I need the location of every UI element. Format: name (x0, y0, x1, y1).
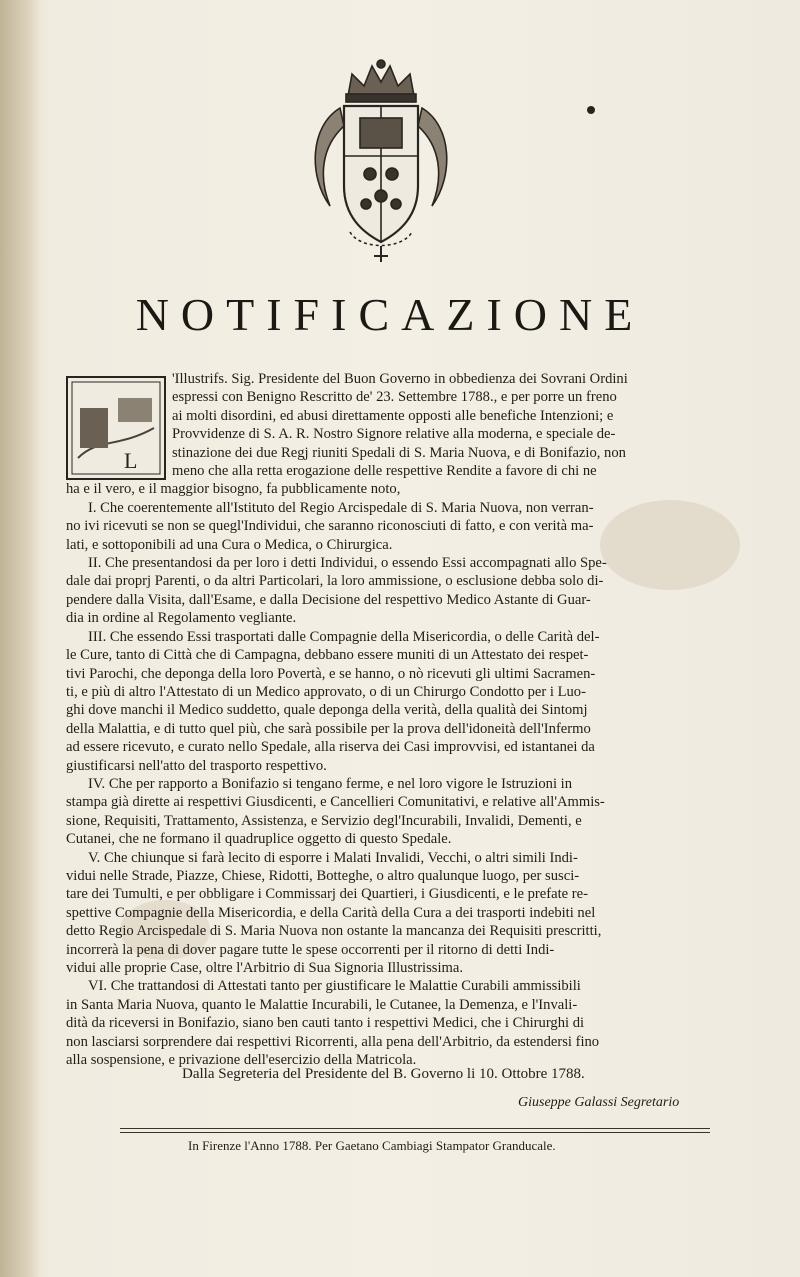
body-line: III. Che essendo Essi trasportati dalle Compagnie della Misericordia, o delle Carità del- (88, 628, 600, 645)
intro-line: ai molti disordini, ed abusi direttamente opposti alle benefiche Intenzioni; e (172, 407, 614, 424)
ink-spot (587, 106, 595, 114)
body-line: VI. Che trattandosi di Attestati tanto per giustificare le Malattie Curabili ammissibili (88, 978, 581, 995)
intro-line: 'Illustrifs. Sig. Presidente del Buon Governo in obbedienza dei Sovrani Ordini (172, 371, 628, 387)
body-line: dale dai proprj Parenti, o da altri Particolari, la loro ammissione, o esclusione debba solo di- (66, 573, 604, 590)
body-line: tare dei Tumulti, e per obbligare i Commissarj dei Quartieri, i Giusdicenti, e le prefate re- (66, 886, 588, 903)
body-line: ad essere ricevuto, e curato nello Spedale, alla riserva dei Casi improvvisi, ed istantanei da (66, 739, 595, 756)
body-line: detto Regio Arcispedale di S. Maria Nuova non ostante la mancanza dei Requisiti prescritti, (66, 923, 602, 940)
body-line: giustificarsi nell'atto del trasporto respettivo. (66, 757, 327, 774)
body-line: tivi Parochi, che deponga della loro Povertà, e se hanno, o nò ricevuti gli ultimi Sacramen- (66, 665, 596, 682)
body-line: sione, Requisiti, Trattamento, Assistenza, e Servizio degl'Incurabili, Invalidi, Dementi, e (66, 812, 582, 829)
body-line: lati, e sottoponibili ad una Cura o Medica, o Chirurgica. (66, 536, 393, 553)
body-line: ti, e più di altro l'Attestato di un Medico approvato, o di un Chirurgo Condotto per i Luo- (66, 683, 586, 700)
body-line: vidui alle proprie Case, oltre l'Arbitrio di Sua Signoria Illustrissima. (66, 960, 464, 976)
body-line: V. Che chiunque si farà lecito di esporre i Malati Invalidi, Vecchi, o altri simili Indi- (88, 849, 578, 866)
body-line: ghi dove manchi il Medico suddetto, quale deponga della verità, della qualità dei Sintomj (66, 702, 588, 719)
signature: Giuseppe Galassi Segretario (518, 1095, 680, 1110)
body-line: pendere dalla Visita, dall'Esame, e dalla Decisione del respettivo Medico Astante di Guar- (66, 591, 591, 608)
notice-body (66, 370, 706, 1069)
divider (120, 1132, 710, 1133)
body-line: alla sospensione, e privazione dell'esercizio della Matricola. (66, 1052, 417, 1069)
initial-letter: L (124, 448, 138, 473)
page-title: NOTIFICAZIONE (135, 289, 645, 340)
intro-line: espressi con Benigno Rescritto de' 23. Settembre 1788., e per porre un freno (172, 389, 617, 406)
intro-paragraph (66, 370, 706, 499)
body-line: non lasciarsi sorprendere dai respettivi Ricorrenti, alla pena dell'Arbitrio, da estendersi fino (66, 1033, 600, 1050)
body-line: II. Che presentandosi da per loro i detti Individui, o essendo Essi accompagnati allo Spe- (88, 555, 607, 572)
printer-imprint: In Firenze l'Anno 1788. Per Gaetano Cambiagi Stampator Granducale. (188, 1138, 556, 1153)
body-line: Cutanei, che ne formano il quadruplice oggetto di questo Spedale. (66, 831, 452, 848)
articles (66, 499, 706, 1070)
body-line: IV. Che per rapporto a Bonifazio si tengano ferme, e nel loro vigore le Istruzioni in (88, 775, 573, 792)
divider (120, 1128, 710, 1129)
intro-line: Provvidenze di S. A. R. Nostro Signore relative alla moderna, e speciale de- (172, 426, 616, 443)
paper-edge (0, 0, 40, 1277)
body-line: della Malattia, e di tutto quel più, che sarà possibile per la prova dell'idoneità dell'Infermo (66, 720, 591, 737)
coat-of-arms-icon (300, 56, 462, 266)
date-line: Dalla Segreteria del Presidente del B. Governo li 10. Ottobre 1788. (182, 1066, 585, 1082)
intro-line: stinazione dei due Regj riuniti Spedali di S. Maria Nuova, e di Bonifazio, non (172, 444, 626, 461)
body-line: in Santa Maria Nuova, quanto le Malattie Incurabili, le Cutanee, la Demenza, e l'Invali- (66, 996, 578, 1013)
body-line: dia in ordine al Regolamento vegliante. (66, 610, 297, 627)
body-line: incorrerà la pena di dover pagare tutte le spese occorrenti per il ritorno di detti Indi- (66, 941, 555, 958)
body-line: I. Che coerentemente all'Istituto del Regio Arcispedale di S. Maria Nuova, non verran- (88, 499, 594, 516)
body-line: no ivi ricevuti se non se quegl'Individui, che saranno riconosciuti di fatto, e con verità ma- (66, 518, 594, 535)
body-line: stampa già dirette ai respettivi Giusdicenti, e Cancellieri Comunitativi, e relative all'Ammis- (66, 794, 605, 811)
intro-line: meno che alla retta erogazione delle respettive Rendite a favore di chi ne (172, 463, 597, 480)
body-line: le Cure, tanto di Città che di Campagna, debbano essere muniti di un Attestato dei respet- (66, 647, 589, 664)
intro-line: ha e il vero, e il maggior bisogno, fa pubblicamente noto, (66, 481, 401, 498)
body-line: dità da riceversi in Bonifazio, siano ben cauti tanto i respettivi Medici, che i Chirurghi di (66, 1015, 585, 1032)
body-line: vidui nelle Strade, Piazze, Chiese, Ridotti, Botteghe, o altro qualunque luogo, per susci- (66, 867, 580, 884)
body-line: spettive Compagnie della Misericordia, e della Carità della Cura a dei trasporti indebiti nel (66, 904, 596, 921)
